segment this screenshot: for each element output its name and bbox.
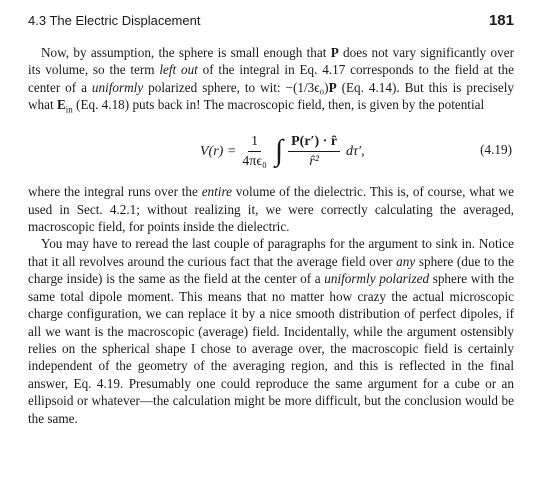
p1-emphasis-uniformly: uniformly	[91, 79, 144, 95]
body-text	[28, 44, 514, 427]
p2-text-1: where the integral runs over the	[28, 184, 202, 200]
running-head	[28, 12, 514, 34]
p1-field-subscript: in	[65, 104, 73, 115]
p1-polarization-symbol-2: P	[328, 79, 337, 95]
prefactor-denominator: 4πϵ₀	[242, 153, 267, 169]
page-number: 181	[488, 12, 514, 29]
p3-emphasis-any: any	[396, 253, 416, 269]
p1-emphasis-left-out: left out	[159, 62, 198, 78]
p3-text-3: sphere with the same total dipole moment. This means that no matter how crazy the actual microscopic charge configuration, we can replace it by a nice smooth distribution of perfect dipoles, if all we want is the macroscopic (average) field. Incidentally, while the argument ostensibly relies on the spherical shape I chose to average over, the macroscopic field is certainly independent of the geometry of the averaging region, and this is reflected in the final answer, Eq. 4.19. Presumably one could reproduce the same argument for a cube or an ellipsoid or whatever—the calculation might be more difficult, but the conclusion would be the same.	[28, 271, 514, 426]
p1-text-1: Now, by assumption, the sphere is small enough that	[41, 45, 331, 60]
p3-text-1: You may have to reread the last couple of paragraphs for the argument to sink in. Notice that it all revolves around the curious fact that the average field over	[28, 236, 514, 269]
paragraph-1	[28, 44, 514, 119]
equation-prefactor	[239, 133, 270, 170]
p1-polarization-symbol: P	[330, 45, 339, 60]
p1-text-4: polarized sphere, to wit: −(1/3ϵ₀)	[143, 79, 329, 95]
p3-text-2: sphere (due to the charge inside) is the same as the field at the center of a	[28, 253, 515, 287]
p1-field-symbol: E	[56, 97, 66, 113]
p2-text-2: volume of the dielectric. This is, of course, what we used in Sect. 4.2.1; without realizing it, we were correctly calculating the averaged, macroscopic field, for points inside the dielectric.	[28, 184, 515, 235]
equation-lhs: V(r) =	[200, 143, 237, 159]
paragraph-3	[28, 235, 514, 426]
integral-sign: ∫	[274, 134, 284, 168]
p1-text-6: (Eq. 4.18) puts back in! The macroscopic field, then, is given by the potential	[72, 97, 485, 113]
p3-emphasis-uniformly-polarized: uniformly polarized	[324, 271, 430, 287]
p1-text-2: does not vary significantly over its volume, so the term	[28, 45, 514, 78]
integrand-numerator: P(r′) · ȓ	[288, 133, 340, 152]
prefactor-numerator: 1	[248, 133, 261, 152]
integrand	[288, 133, 340, 170]
integrand-denominator: ȓ²	[309, 153, 319, 169]
equation-4-19	[28, 123, 514, 181]
equation-number: (4.19)	[480, 142, 512, 158]
p2-emphasis-entire: entire	[201, 184, 232, 200]
paragraph-2	[28, 183, 514, 235]
p1-text-5: (Eq. 4.14). But this is precisely what	[28, 79, 514, 113]
section-title: 4.3 The Electric Displacement	[28, 13, 201, 28]
p1-text-3: of the integral in Eq. 4.17 corresponds to the field at the center of a	[28, 62, 514, 95]
equation-differential: dτ′,	[346, 143, 365, 159]
equation-body	[200, 125, 365, 177]
